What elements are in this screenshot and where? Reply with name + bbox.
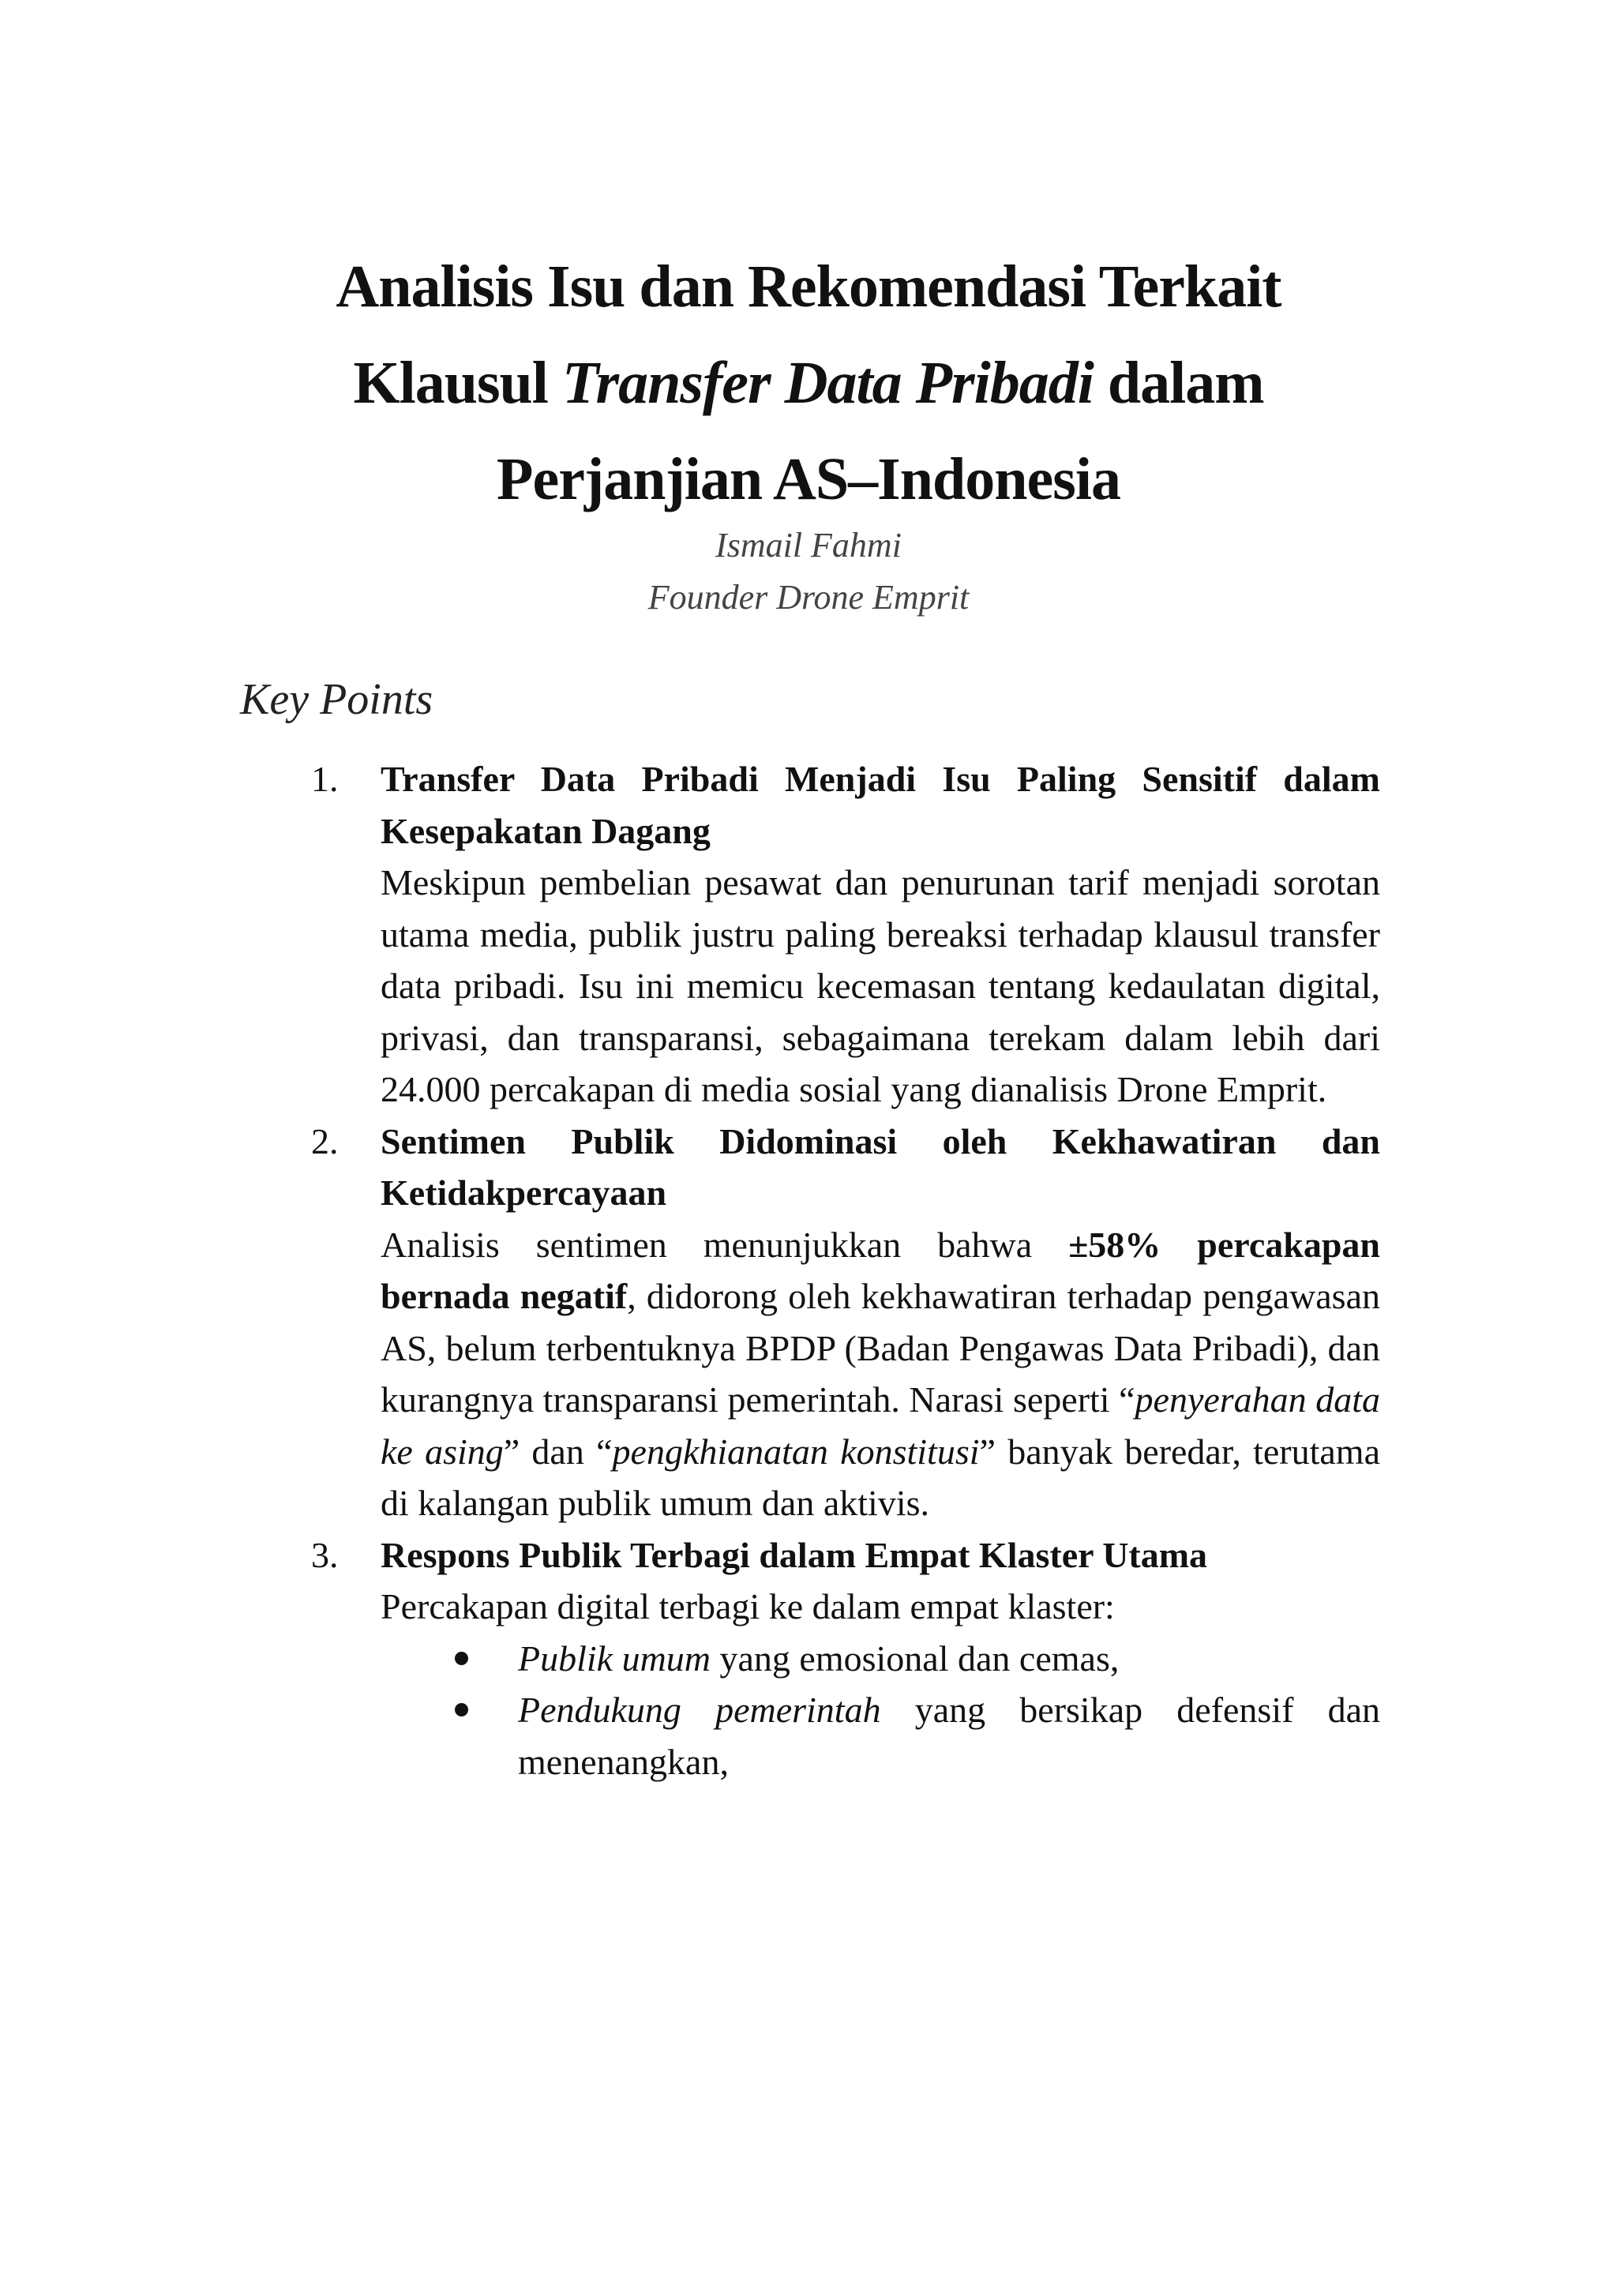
key-point-1 <box>311 753 1380 1116</box>
cluster-bullet-item <box>381 1684 1380 1788</box>
bullet-italic-text: Pendukung pemerintah <box>518 1690 881 1730</box>
key-point-title: Respons Publik Terbagi dalam Empat Klaster Utama <box>381 1534 1208 1575</box>
key-point-title: Transfer Data Pribadi Menjadi Isu Paling Sensitif dalam Kesepakatan Dagang <box>381 759 1380 851</box>
bullet-italic-text: Publik umum <box>518 1638 711 1679</box>
title-line-1: Analisis Isu dan Rekomendasi Terkait <box>336 253 1281 320</box>
bullet-text: yang bersikap defensif dan menenangkan, <box>518 1690 1380 1782</box>
key-point-number: 3. <box>311 1534 339 1575</box>
body-text: ” dan “ <box>503 1431 613 1472</box>
title-line-2-pre: Klausul <box>353 350 562 416</box>
section-heading: Key Points <box>240 675 433 724</box>
key-point-number: 1. <box>311 759 339 799</box>
body-italic-text: pengkhianatan konstitusi <box>612 1431 980 1472</box>
cluster-bullet-item <box>381 1633 1380 1685</box>
document-title <box>189 238 1428 527</box>
bullet-dot-icon <box>455 1652 468 1665</box>
key-point-body: Meskipun pembelian pesawat dan penurunan tarif menjadi sorotan utama media, publik justru paling bereaksi terhadap klausul transfer data pribadi. Isu ini memicu kecemasan tentang kedaulatan digital, privasi, dan transparansi, sebagaimana terekam dalam lebih dari 24.000 percakapan di media sosial yang dianalisis Drone Emprit. <box>381 862 1380 1109</box>
title-line-3: Perjanjian AS–Indonesia <box>497 446 1120 512</box>
cluster-bullet-list <box>381 1633 1380 1788</box>
key-point-title: Sentimen Publik Didominasi oleh Kekhawatiran dan Ketidakpercayaan <box>381 1120 1380 1213</box>
key-point-body: Percakapan digital terbagi ke dalam empat klaster: <box>381 1586 1115 1626</box>
title-line-2 <box>189 335 1428 431</box>
key-points-list <box>311 753 1381 1788</box>
key-point-number: 2. <box>311 1120 339 1161</box>
body-text: , didorong oleh kekhawatiran terhadap pengawasan AS, belum terbentuknya BPDP (Badan Pengawas Data Pribadi), dan kurangnya transparansi pemerintah. Narasi seperti “ <box>381 1276 1381 1420</box>
bullet-dot-icon <box>455 1703 468 1716</box>
key-point-3 <box>311 1529 1380 1788</box>
body-text: ” banyak beredar, terutama di kalangan publik umum dan aktivis. <box>381 1431 1380 1523</box>
title-line-2-italic: Transfer Data Pribadi <box>561 350 1094 416</box>
body-text: Analisis sentimen menunjukkan bahwa <box>381 1224 1069 1265</box>
author-name: Ismail Fahmi <box>715 526 902 565</box>
author-role: Founder Drone Emprit <box>647 578 970 617</box>
title-line-2-post: dalam <box>1093 350 1264 416</box>
key-point-body <box>381 1219 1380 1529</box>
bullet-text: yang emosional dan cemas, <box>711 1638 1120 1679</box>
key-point-2 <box>311 1116 1381 1529</box>
body-bold-text: ±58% percakapan bernada negatif <box>381 1224 1380 1316</box>
body-italic-text: penyerahan data ke asing <box>381 1379 1380 1472</box>
author-block <box>189 520 1428 624</box>
